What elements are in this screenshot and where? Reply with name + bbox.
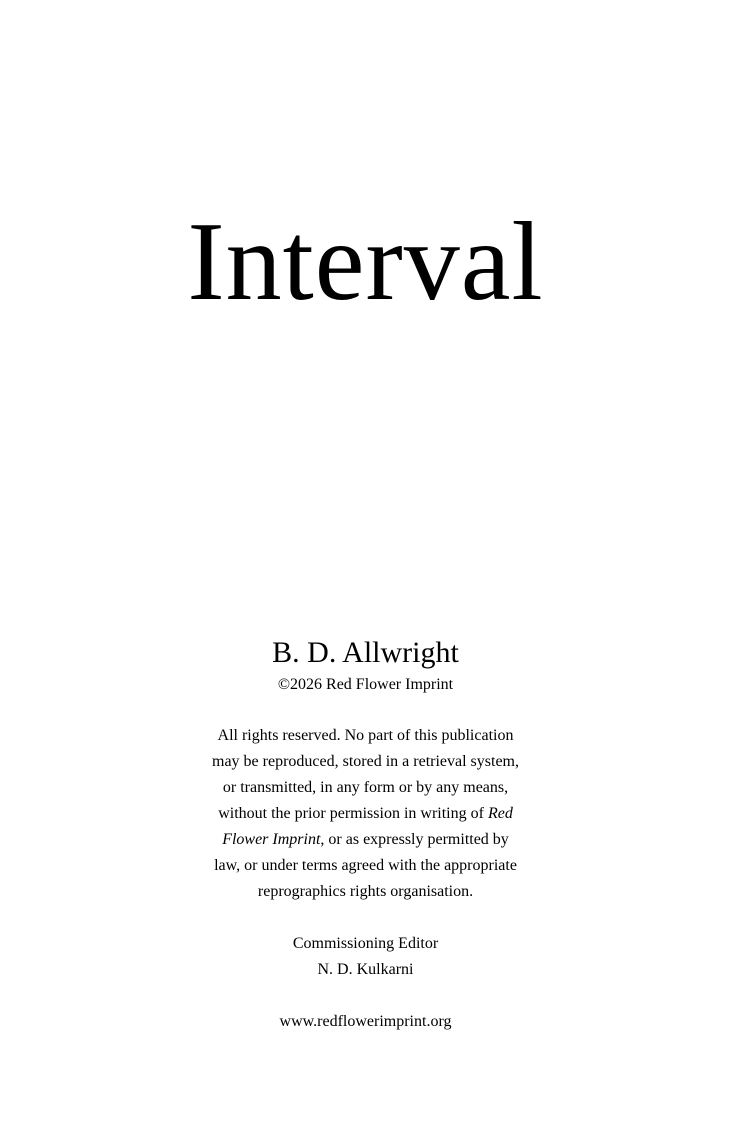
copyright-notice: ©2026 Red Flower Imprint — [277, 676, 454, 693]
rights-line-4-text: without the prior permission in writing of — [218, 805, 488, 822]
publisher-website: www.redflowerimprint.org — [279, 1013, 452, 1030]
rights-line-6: law, or under terms agreed with the appropriate — [214, 857, 517, 874]
rights-line-5-text: , or as expressly permitted by — [320, 831, 509, 848]
author-name: B. D. Allwright — [272, 636, 459, 669]
editor-credit — [0, 931, 731, 983]
book-title: Interval — [187, 200, 544, 324]
rights-line-2: may be reproduced, stored in a retrieval system, — [212, 753, 519, 770]
rights-line-4-italic: Red — [487, 805, 513, 822]
rights-line-4 — [186, 801, 546, 827]
rights-line-7: reprographics rights organisation. — [257, 883, 474, 900]
rights-statement — [186, 723, 546, 905]
rights-line-5-italic: Flower Imprint — [222, 831, 321, 848]
rights-line-3: or transmitted, in any form or by any means, — [222, 779, 509, 796]
imprint-block — [0, 634, 731, 1035]
editor-name: N. D. Kulkarni — [317, 961, 414, 978]
editor-role: Commissioning Editor — [292, 935, 439, 952]
rights-line-1: All rights reserved. No part of this publication — [217, 727, 514, 744]
rights-line-5 — [186, 827, 546, 853]
